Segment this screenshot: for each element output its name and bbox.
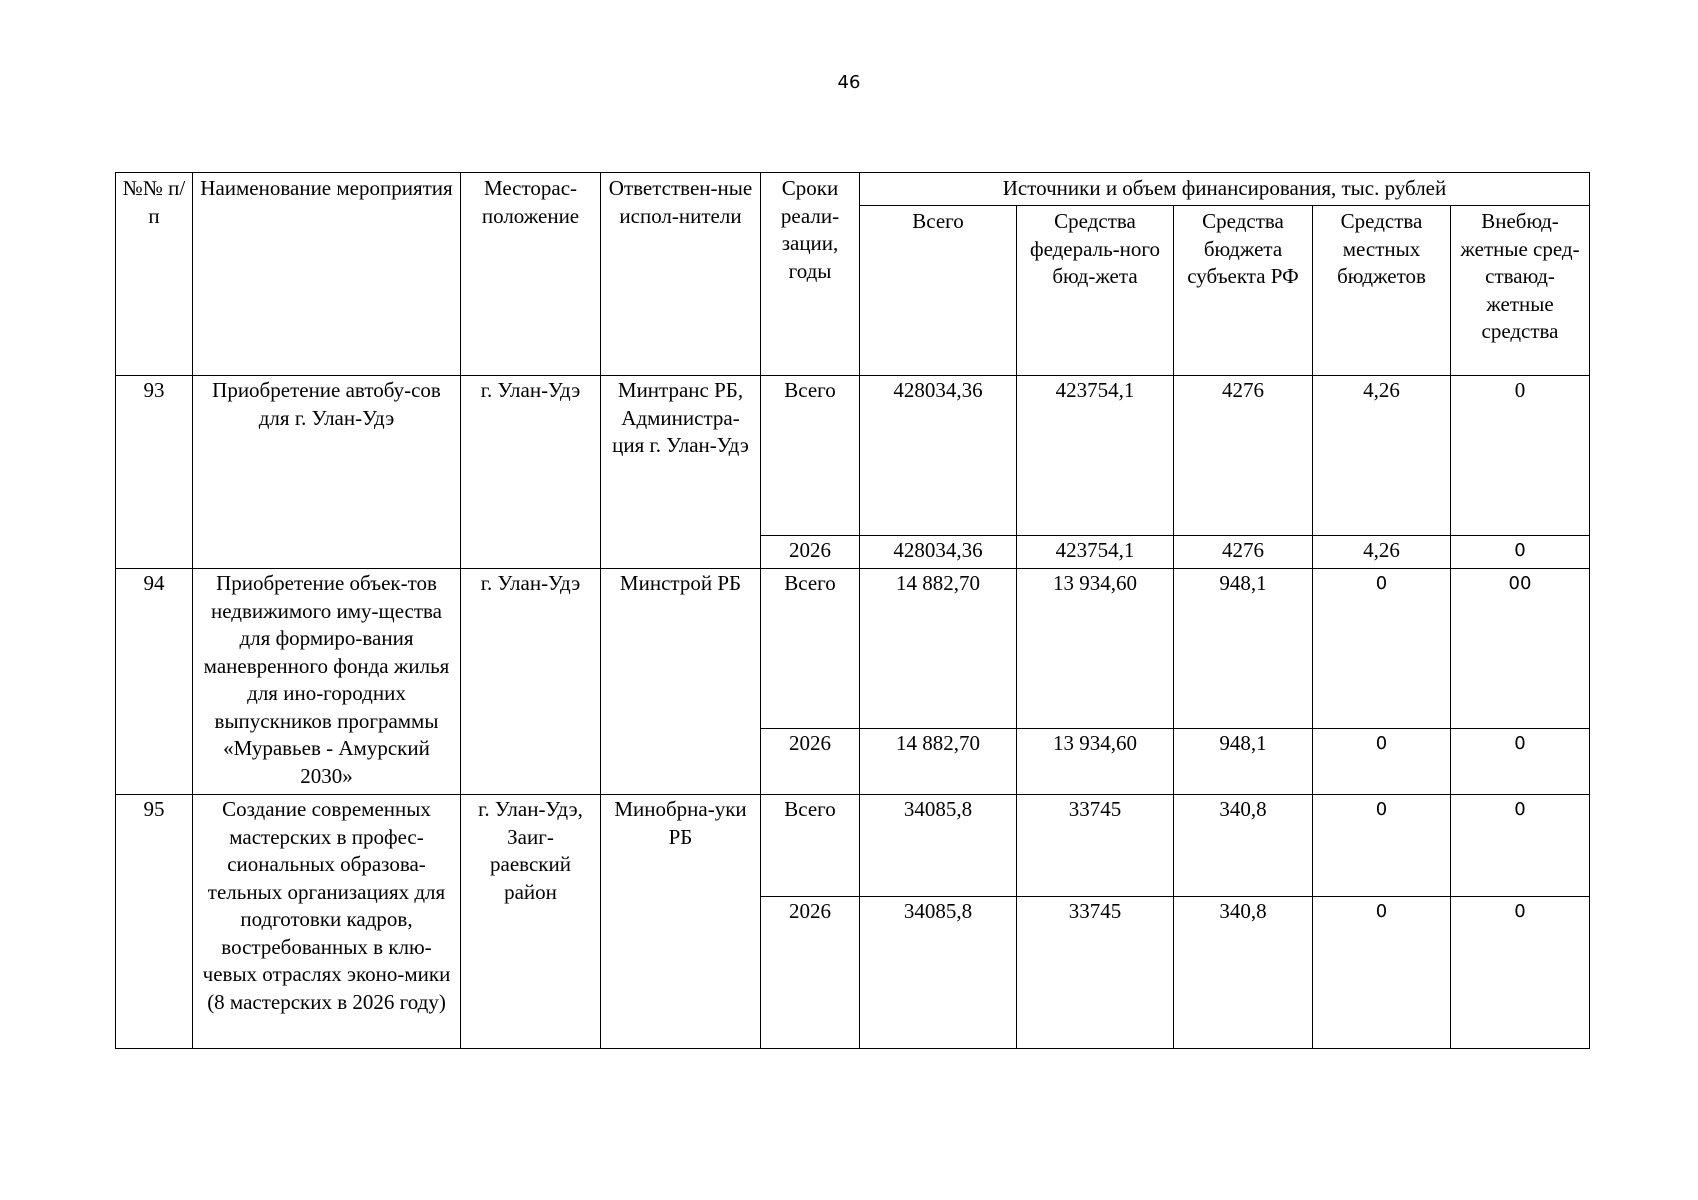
row-federal: 33745 bbox=[1017, 795, 1174, 897]
row-term: 2026 bbox=[761, 536, 860, 569]
row-subject: 340,8 bbox=[1174, 897, 1313, 1049]
header-subject: Средства бюджета субъекта РФ bbox=[1174, 206, 1313, 376]
row-term: Всего bbox=[761, 569, 860, 729]
row-total: 14 882,70 bbox=[860, 569, 1017, 729]
table-row bbox=[116, 569, 1590, 729]
row-term: 2026 bbox=[761, 897, 860, 1049]
row-federal: 423754,1 bbox=[1017, 536, 1174, 569]
row-extra: 0 bbox=[1451, 729, 1590, 795]
row-local: 0 bbox=[1313, 795, 1451, 897]
row-executors: Минстрой РБ bbox=[601, 569, 761, 795]
row-location: г. Улан-Удэ, Заиг-раевский район bbox=[461, 795, 601, 1049]
row-local: 0 bbox=[1313, 729, 1451, 795]
row-total: 14 882,70 bbox=[860, 729, 1017, 795]
header-location: Месторас-положение bbox=[461, 173, 601, 376]
table-row bbox=[116, 376, 1590, 536]
header-financing: Источники и объем финансирования, тыс. рублей bbox=[860, 173, 1590, 206]
row-name: Создание современных мастерских в профес-сиональных образова-тельных организациях для подготовки кадров, востребованных в клю-чевых отраслях эконо-мики (8 мастерских в 2026 году) bbox=[193, 795, 461, 1049]
row-extra: 0 bbox=[1451, 795, 1590, 897]
row-number: 95 bbox=[116, 795, 193, 1049]
header-executors: Ответствен-ные испол-нители bbox=[601, 173, 761, 376]
header-num: №№ п/п bbox=[116, 173, 193, 376]
row-local: 4,26 bbox=[1313, 536, 1451, 569]
row-extra: 0 bbox=[1451, 536, 1590, 569]
row-term: Всего bbox=[761, 376, 860, 536]
row-subject: 948,1 bbox=[1174, 569, 1313, 729]
row-extra: 0 bbox=[1451, 897, 1590, 1049]
row-local: 0 bbox=[1313, 569, 1451, 729]
row-subject: 340,8 bbox=[1174, 795, 1313, 897]
table-row bbox=[116, 795, 1590, 897]
row-federal: 13 934,60 bbox=[1017, 569, 1174, 729]
row-subject: 948,1 bbox=[1174, 729, 1313, 795]
row-location: г. Улан-Удэ bbox=[461, 569, 601, 795]
row-federal: 423754,1 bbox=[1017, 376, 1174, 536]
row-subject: 4276 bbox=[1174, 536, 1313, 569]
row-total: 428034,36 bbox=[860, 536, 1017, 569]
header-extra: Внебюд-жетные сред-стваюд-жетные средства bbox=[1451, 206, 1590, 376]
row-extra: 0 bbox=[1451, 376, 1590, 536]
row-subject: 4276 bbox=[1174, 376, 1313, 536]
row-number: 93 bbox=[116, 376, 193, 569]
header-local: Средства местных бюджетов bbox=[1313, 206, 1451, 376]
table-header bbox=[116, 173, 1590, 376]
row-term: 2026 bbox=[761, 729, 860, 795]
row-number: 94 bbox=[116, 569, 193, 795]
row-executors: Минтранс РБ, Администра-ция г. Улан-Удэ bbox=[601, 376, 761, 569]
row-local: 4,26 bbox=[1313, 376, 1451, 536]
row-term: Всего bbox=[761, 795, 860, 897]
header-terms: Сроки реали-зации, годы bbox=[761, 173, 860, 376]
row-total: 34085,8 bbox=[860, 897, 1017, 1049]
financing-table bbox=[115, 172, 1590, 1049]
row-local: 0 bbox=[1313, 897, 1451, 1049]
header-name: Наименование мероприятия bbox=[193, 173, 461, 376]
row-federal: 33745 bbox=[1017, 897, 1174, 1049]
header-total: Всего bbox=[860, 206, 1017, 376]
row-name: Приобретение объек-тов недвижимого иму-щества для формиро-вания маневренного фонда жилья для ино-городних выпускников программы «Муравьев - Амурский 2030» bbox=[193, 569, 461, 795]
row-location: г. Улан-Удэ bbox=[461, 376, 601, 569]
page-number: 46 bbox=[837, 72, 861, 93]
row-federal: 13 934,60 bbox=[1017, 729, 1174, 795]
row-total: 428034,36 bbox=[860, 376, 1017, 536]
header-federal: Средства федераль-ного бюд-жета bbox=[1017, 206, 1174, 376]
row-executors: Минобрна-уки РБ bbox=[601, 795, 761, 1049]
row-total: 34085,8 bbox=[860, 795, 1017, 897]
row-extra: 00 bbox=[1451, 569, 1590, 729]
row-name: Приобретение автобу-сов для г. Улан-Удэ bbox=[193, 376, 461, 569]
